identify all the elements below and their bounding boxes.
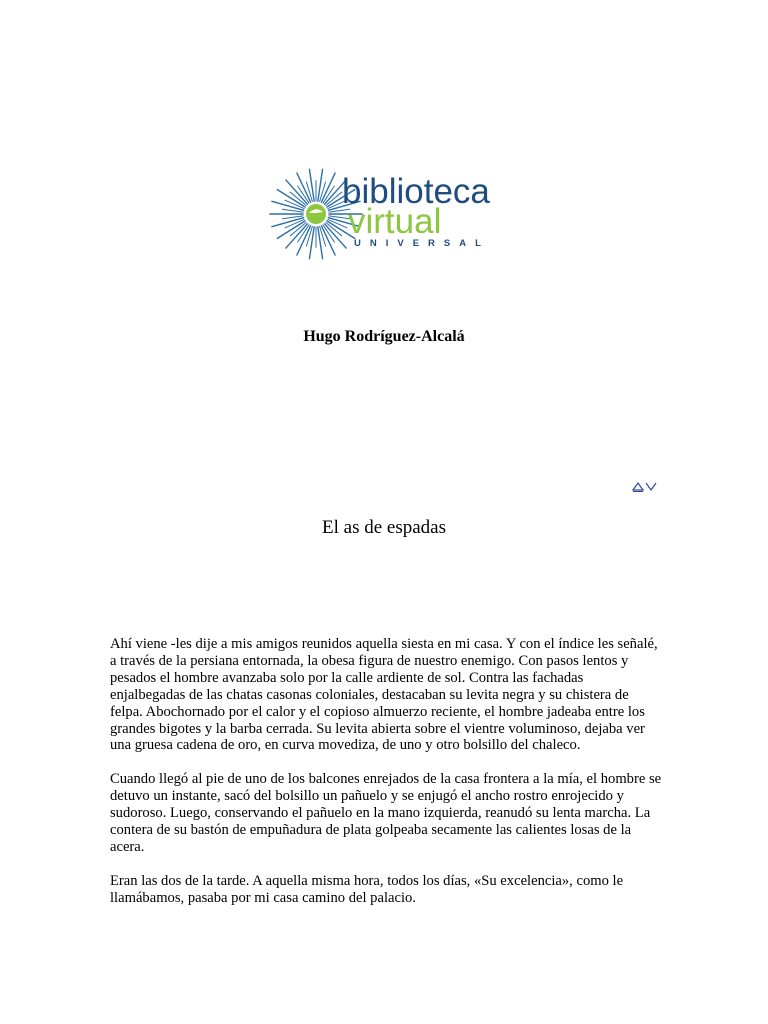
logo-ray (286, 224, 308, 248)
story-paragraph: Ahí viene -les dije a mis amigos reunidos aquella siesta en mi casa. Y con el índice les señalé, a través de la persiana entornada, la obesa figura de nuestro enemigo. Con pasos lentos y pesados el hombre avanzaba solo por la calle ardiente de sol. Contra las fachadas enjalbegadas de las chatas casonas coloniales, destacaban su levita negra y su chistera de felpa. Abochornado por el calor y el copioso almuerzo reciente, el hombre jadeaba entre los grandes bigotes y la barba cerrada. Su levita abierta sobre el vientre voluminoso, dejaba ver una gruesa cadena de oro, en curva movediza, de uno y otro bolsillo del chaleco. (110, 636, 658, 754)
logo-graphic (264, 166, 508, 262)
up-down-arrows-icon[interactable] (632, 480, 662, 492)
logo-ray (325, 224, 347, 248)
story-paragraph: Eran las dos de la tarde. A aquella misma hora, todos los días, «Su excelencia», como le llamábamos, pasaba por mi casa camino del palacio. (110, 872, 624, 906)
logo-ray (318, 227, 323, 259)
story-paragraph: Cuando llegó al pie de uno de los balcones enrejados de la casa frontera a la mía, el hombre se detuvo un instante, sacó del bolsillo un pañuelo y se enjugó el ancho rostro enrojecido y sudoroso. Luego, conservando el pañuelo en la mano izquierda, reanudó su lenta marcha. La contera de su bastón de empuñadura de plata golpeaba secamente las calientes losas de la acera. (110, 771, 662, 855)
logo-ray (309, 227, 314, 259)
story-title: El as de espadas (322, 517, 446, 538)
author-name: Hugo Rodríguez-Alcalá (303, 328, 465, 345)
logo-ray (309, 169, 314, 201)
logo-ray (286, 180, 308, 204)
logo-text-universal: UNIVERSAL (354, 238, 490, 249)
down-arrow-icon[interactable] (646, 483, 656, 490)
biblioteca-virtual-logo (264, 166, 508, 262)
story-body (110, 636, 662, 924)
up-arrow-icon[interactable] (633, 483, 643, 490)
logo-text-biblioteca: biblioteca (342, 172, 490, 211)
logo-text-virtual: virtual (348, 202, 442, 241)
logo-ray (318, 169, 323, 201)
logo-center-circle (306, 204, 326, 224)
